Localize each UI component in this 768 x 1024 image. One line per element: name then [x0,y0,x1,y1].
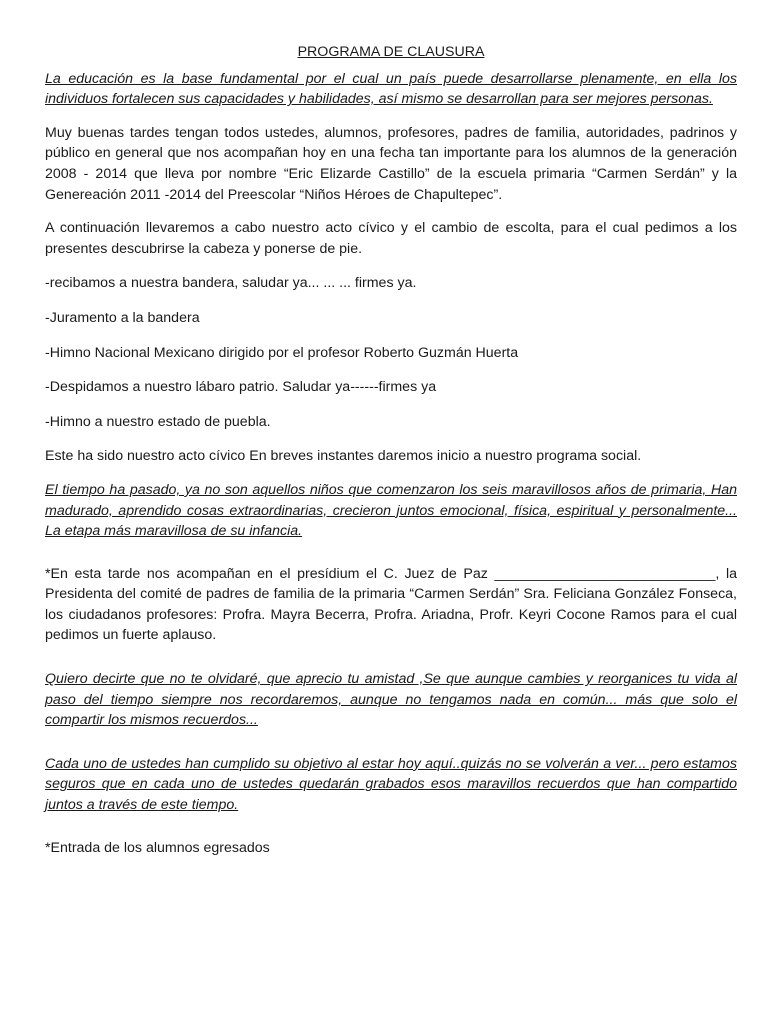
quote-objective: Cada uno de ustedes han cumplido su objetivo al estar hoy aquí..quizás no se volverán a ver... pero estamos seguros que en cada uno de ustedes quedarán grabados esos maravillos recuerdos que han compartido juntos a través de este tiempo. [45,755,737,814]
program-item-farewell-flag: -Despidamos a nuestro lábaro patrio. Saludar ya------firmes ya [45,379,437,396]
program-item-anthem: -Himno Nacional Mexicano dirigido por el profesor Roberto Guzmán Huerta [45,344,519,361]
program-item-flag: -recibamos a nuestra bandera, saludar ya... ... ... firmes ya. [45,275,417,292]
program-item-oath: -Juramento a la bandera [45,309,200,326]
closing-civic-paragraph: Este ha sido nuestro acto cívico En breves instantes daremos inicio a nuestro programa social. [45,448,642,465]
quote-time-passed: El tiempo ha pasado, ya no son aquellos niños que comenzaron los seis maravillosos años de primaria, Han madurado, aprendido cosas extraordinarias, crecieron juntos emocional, física, espiritual y personalmente... La etapa más maravillosa de su infancia. [45,481,737,540]
civic-act-paragraph: A continuación llevaremos a cabo nuestro acto cívico y el cambio de escolta, para el cual pedimos a los presentes descubrirse la cabeza y ponerse de pie. [45,220,737,257]
intro-quote: La educación es la base fundamental por el cual un país puede desarrollarse plenamente, en ella los individuos fortalecen sus capacidades y habilidades, así mismo se desarrollan para ser mejores personas. [45,70,737,108]
document-title: PROGRAMA DE CLAUSURA [297,44,485,60]
presidium-paragraph: *En esta tarde nos acompañan en el presídium el C. Juez de Paz ____________________________, la Presidenta del comité de padres de familia de la primaria “Carmen Serdán” Sra. Feliciana González Fonseca, los ciudadanos profesores: Profra. Mayra Becerra, Profra. Ariadna, Profr. Keyri Cocone Ramos para el cual pedimos un fuerte aplauso. [45,565,737,644]
entrance-line: *Entrada de los alumnos egresados [45,839,270,856]
program-item-state-anthem: -Himno a nuestro estado de puebla. [45,413,271,430]
document-page [45,42,737,858]
quote-friendship: Quiero decirte que no te olvidaré, que aprecio tu amistad ,Se que aunque cambies y reorganices tu vida al paso del tiempo siempre nos recordaremos, aunque no tengamos nada en común... más que solo el compartir los mismos recuerdos... [45,671,737,729]
welcome-paragraph: Muy buenas tardes tengan todos ustedes, alumnos, profesores, padres de familia, autoridades, padrinos y público en general que nos acompañan hoy en una fecha tan importante para los alumnos de la generación 2008 - 2014 que lleva por nombre “Eric Elizarde Castillo” de la escuela primaria “Carmen Serdán” y la Genereación 2011 -2014 del Preescolar “Niños Héroes de Chapultepec”. [45,124,737,203]
